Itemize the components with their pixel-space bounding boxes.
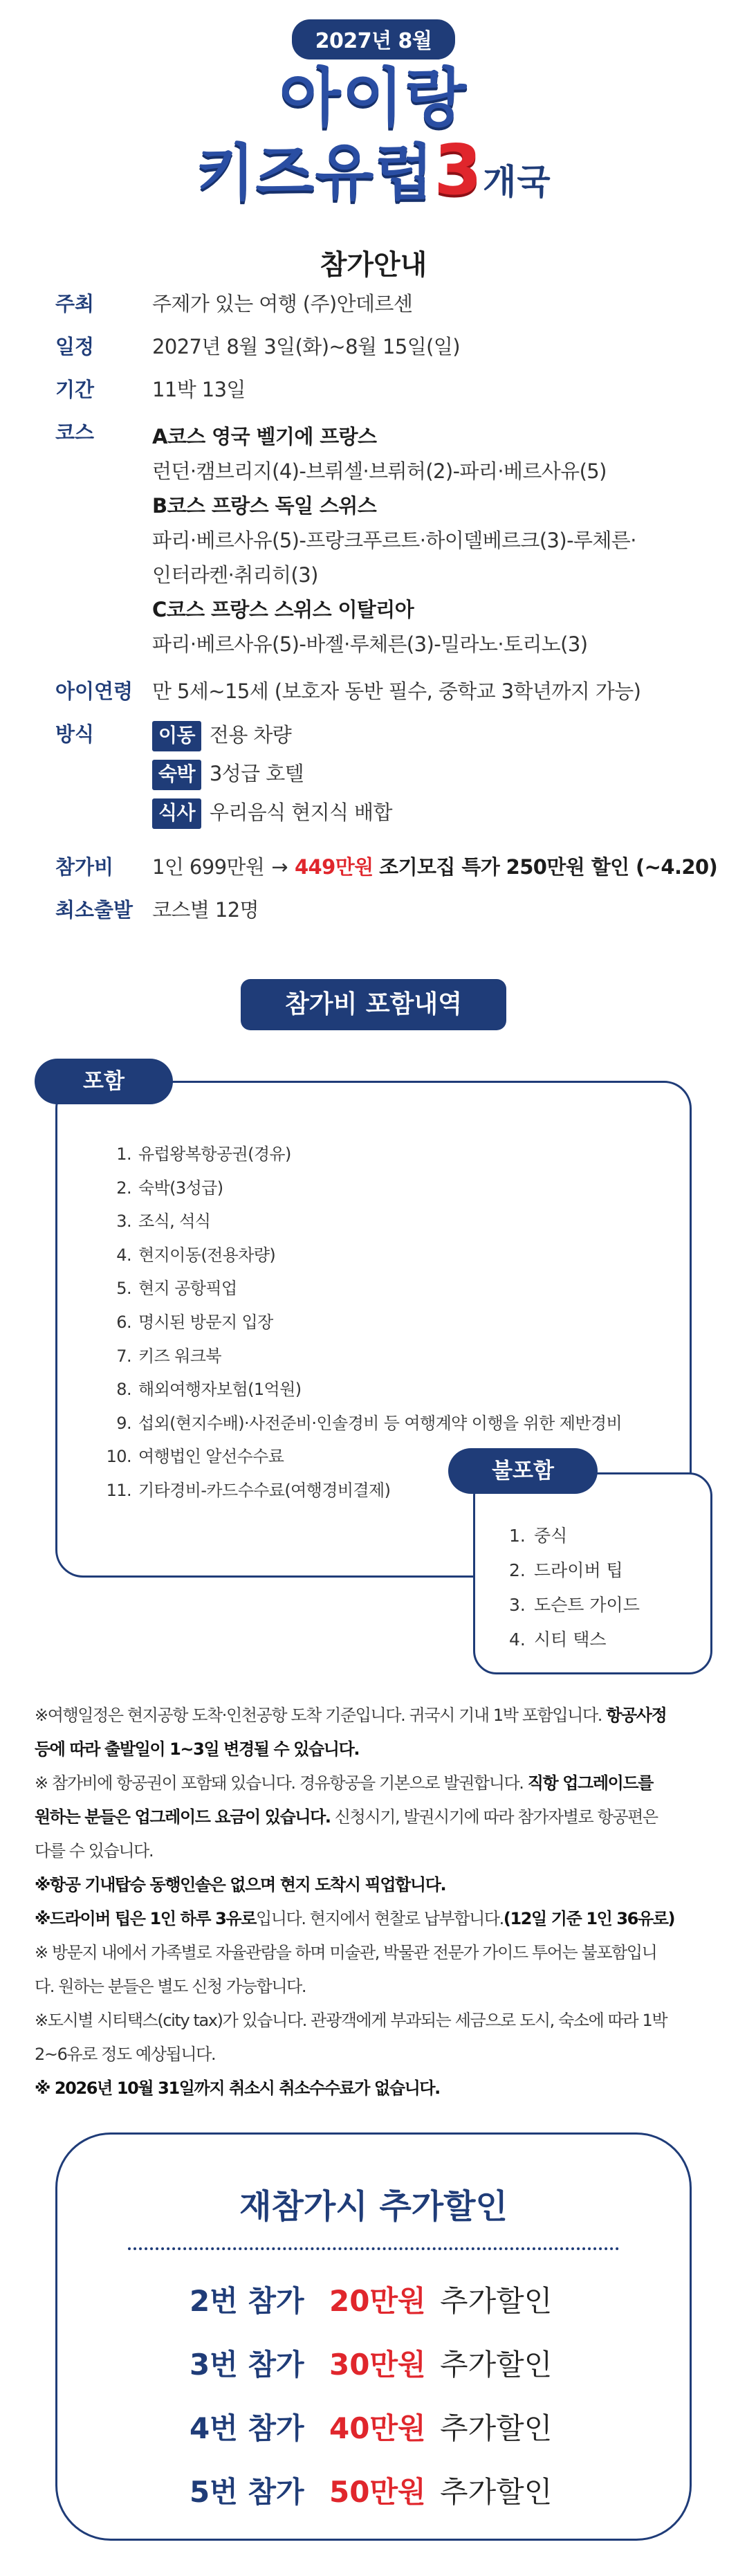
note-line (35, 1834, 719, 1868)
method-chip: 이동 (152, 721, 201, 751)
info-label: 일정 (55, 335, 95, 358)
course-name: B코스 프랑스 독일 스위스 (152, 494, 377, 518)
info-label: 아이연령 (55, 679, 133, 703)
info-row-min (55, 897, 719, 923)
discount-row (0, 2344, 747, 2408)
discount-times: 3번 참가 (190, 2348, 304, 2382)
list-number: 2. (509, 1560, 526, 1580)
note-line (35, 1733, 719, 1766)
list-number: 10. (106, 1447, 131, 1467)
course-route: 파리·베르사유(5)-프랑크푸르트·하이델베르크(3)-루체른· (152, 529, 636, 552)
list-item (101, 1342, 622, 1376)
method-item (152, 760, 392, 790)
method-item (152, 798, 392, 829)
list-item (509, 1591, 640, 1626)
note-line (35, 1766, 719, 1800)
note-text: 다. 원하는 분들은 별도 신청 가능합니다. (35, 1977, 306, 1996)
method-text: 전용 차량 (209, 723, 292, 747)
note-line (35, 2038, 719, 2072)
info-value: 2027년 8월 3일(화)~8월 15일(일) (152, 335, 460, 358)
list-text: 해외여행자보험(1억원) (138, 1380, 302, 1400)
list-text: 명시된 방문지 입장 (138, 1312, 273, 1332)
fee-value (152, 854, 717, 880)
title-number: 3 (434, 129, 483, 210)
list-number: 4. (509, 1629, 526, 1650)
note-line (35, 1868, 719, 1902)
course-list (152, 419, 636, 661)
method-list (152, 721, 392, 837)
excluded-list (509, 1522, 640, 1661)
note-text-bold: 항공사정 (606, 1706, 667, 1725)
list-number: 2. (116, 1178, 131, 1198)
list-item (509, 1626, 640, 1661)
arrow-right-icon: → (271, 855, 288, 879)
info-row-fee (55, 854, 719, 880)
info-value: 코스별 12명 (152, 898, 259, 922)
list-text: 키즈 워크북 (138, 1346, 221, 1366)
list-item (101, 1409, 622, 1443)
discount-label: 추가할인 (440, 2284, 553, 2318)
page-title-line1: 아이랑 (279, 61, 468, 135)
list-number: 1. (116, 1144, 131, 1164)
discount-list (0, 2281, 747, 2535)
list-text: 유럽왕복항공권(경유) (138, 1144, 291, 1164)
list-text: 여행법인 알선수수료 (138, 1447, 284, 1467)
list-text: 드라이버 팁 (534, 1560, 623, 1580)
date-badge: 2027년 8월 (292, 19, 456, 60)
note-line (35, 1699, 719, 1733)
list-text: 중식 (534, 1526, 568, 1546)
note-line (35, 2072, 719, 2105)
info-value: 만 5세~15세 (보호자 동반 필수, 중학교 3학년까지 가능) (152, 679, 641, 703)
method-chip: 숙박 (152, 760, 201, 790)
list-number: 5. (116, 1279, 131, 1299)
note-text-bold: (12일 기준 1인 36유로) (503, 1909, 675, 1928)
section-title-inclusion: 참가비 포함내역 (241, 979, 506, 1030)
discount-row (0, 2281, 747, 2344)
list-number: 3. (509, 1595, 526, 1615)
note-text: ※ 방문지 내에서 가족별로 자율관람을 하며 미술관, 박물관 전문가 가이드 투어는 불포함입니 (35, 1943, 657, 1962)
note-line (35, 1800, 719, 1834)
method-chip: 식사 (152, 798, 201, 829)
list-number: 11. (106, 1480, 131, 1500)
discount-amount: 30만원 (329, 2348, 426, 2382)
note-text-bold: 직항 업그레이드를 (527, 1773, 653, 1793)
note-text-bold: 원하는 분들은 업그레이드 요금이 있습니다. (35, 1807, 331, 1827)
fee-regular: 1인 699만원 (152, 855, 265, 879)
method-item (152, 721, 392, 751)
list-number: 1. (509, 1526, 526, 1546)
list-text: 현지이동(전용차량) (138, 1245, 276, 1265)
discount-row (0, 2408, 747, 2472)
discount-times: 2번 참가 (190, 2284, 304, 2318)
list-item (101, 1207, 622, 1241)
note-text: 입니다. 현지에서 현찰로 납부합니다. (255, 1909, 504, 1928)
method-text: 3성급 호텔 (209, 762, 304, 785)
list-text: 숙박(3성급) (138, 1178, 223, 1198)
list-number: 8. (116, 1380, 131, 1400)
list-number: 4. (116, 1245, 131, 1265)
list-item (509, 1557, 640, 1591)
course-name: A코스 영국 벨기에 프랑스 (152, 425, 377, 448)
info-row-method (55, 721, 719, 837)
note-line (35, 1936, 719, 1970)
excluded-tag: 불포함 (448, 1448, 598, 1494)
course-route: 런던·캠브리지(4)-브뤼셀·브뤼허(2)-파리·베르사유(5) (152, 459, 607, 483)
discount-amount: 40만원 (329, 2411, 426, 2445)
course-route: 인터라켄·취리히(3) (152, 563, 318, 587)
info-label: 코스 (55, 421, 95, 444)
info-table (55, 291, 719, 940)
info-label: 참가비 (55, 855, 114, 879)
note-text: ※도시별 시티택스(city tax)가 있습니다. 관광객에게 부과되는 세금으로 도시, 숙소에 따라 1박 (35, 2011, 667, 2030)
list-text: 도슨트 가이드 (534, 1595, 640, 1615)
list-item (101, 1308, 622, 1342)
note-text: 신청시기, 발권시기에 따라 참가자별로 항공편은 (330, 1807, 658, 1827)
discount-label: 추가할인 (440, 2411, 553, 2445)
list-number: 7. (116, 1346, 131, 1366)
note-text: ※여행일정은 현지공항 도착·인천공항 도착 기준입니다. 귀국시 기내 1박 포함입니다. (35, 1706, 607, 1725)
note-line (35, 2004, 719, 2038)
list-item (101, 1241, 622, 1275)
note-line (35, 1970, 719, 2004)
discount-amount: 20만원 (329, 2284, 426, 2318)
rejoin-title: 재참가시 추가할인 (239, 2187, 508, 2226)
list-number: 3. (116, 1212, 131, 1232)
dotted-divider (128, 2247, 619, 2250)
discount-label: 추가할인 (440, 2475, 553, 2509)
list-text: 시티 택스 (534, 1629, 607, 1650)
page-title-line2 (0, 129, 747, 218)
info-value: 11박 13일 (152, 378, 246, 401)
title-prefix: 키즈유럽 (196, 137, 434, 208)
list-item (101, 1275, 622, 1308)
note-text-bold: ※ 2026년 10월 31일까지 취소시 취소수수료가 없습니다. (35, 2079, 440, 2098)
list-item (101, 1376, 622, 1409)
fee-note: 조기모집 특가 250만원 할인 (~4.20) (379, 855, 718, 879)
note-text: 2~6유로 정도 예상됩니다. (35, 2045, 216, 2064)
note-text-bold: ※항공 기내탑승 동행인솔은 없으며 현지 도착시 픽업합니다. (35, 1875, 446, 1894)
discount-times: 4번 참가 (190, 2411, 304, 2445)
info-label: 기간 (55, 378, 95, 401)
course-route: 파리·베르사유(5)-바젤·루체른(3)-밀라노·토리노(3) (152, 632, 588, 656)
note-text: ※ 참가비에 항공권이 포함돼 있습니다. 경유항공을 기본으로 발권합니다. (35, 1773, 528, 1793)
list-item (101, 1174, 622, 1208)
list-number: 6. (116, 1312, 131, 1332)
list-text: 기타경비-카드수수료(여행경비결제) (138, 1480, 391, 1500)
discount-amount: 50만원 (329, 2475, 426, 2509)
note-text: 다를 수 있습니다. (35, 1841, 154, 1861)
header (0, 19, 747, 282)
info-row-period (55, 376, 719, 403)
discount-label: 추가할인 (440, 2348, 553, 2382)
discount-times: 5번 참가 (190, 2475, 304, 2509)
discount-row (0, 2472, 747, 2535)
info-row-organizer (55, 291, 719, 317)
info-label: 주최 (55, 292, 95, 316)
note-text-bold: 등에 따라 출발일이 1~3일 변경될 수 있습니다. (35, 1739, 360, 1759)
note-text-bold: ※드라이버 팁은 1인 하루 3유로 (35, 1909, 256, 1928)
info-row-course (55, 419, 719, 661)
course-name: C코스 프랑스 스위스 이탈리아 (152, 598, 414, 621)
title-suffix: 개국 (483, 162, 551, 202)
note-line (35, 1902, 719, 1936)
page-subtitle: 참가안내 (320, 249, 427, 281)
list-text: 섭외(현지수배)·사전준비·인솔경비 등 여행계약 이행을 위한 제반경비 (138, 1413, 622, 1433)
info-label: 방식 (55, 722, 95, 746)
info-row-schedule (55, 334, 719, 360)
list-number: 9. (116, 1413, 131, 1433)
info-label: 최소출발 (55, 898, 133, 922)
fee-special: 449만원 (294, 855, 374, 879)
info-row-age (55, 678, 719, 704)
list-item (101, 1140, 622, 1174)
method-text: 우리음식 현지식 배합 (209, 801, 392, 824)
included-tag: 포함 (35, 1059, 173, 1104)
list-text: 현지 공항픽업 (138, 1279, 237, 1299)
notes (35, 1699, 719, 2105)
info-value: 주제가 있는 여행 (주)안데르센 (152, 292, 413, 316)
list-item (509, 1522, 640, 1557)
list-text: 조식, 석식 (138, 1212, 211, 1232)
